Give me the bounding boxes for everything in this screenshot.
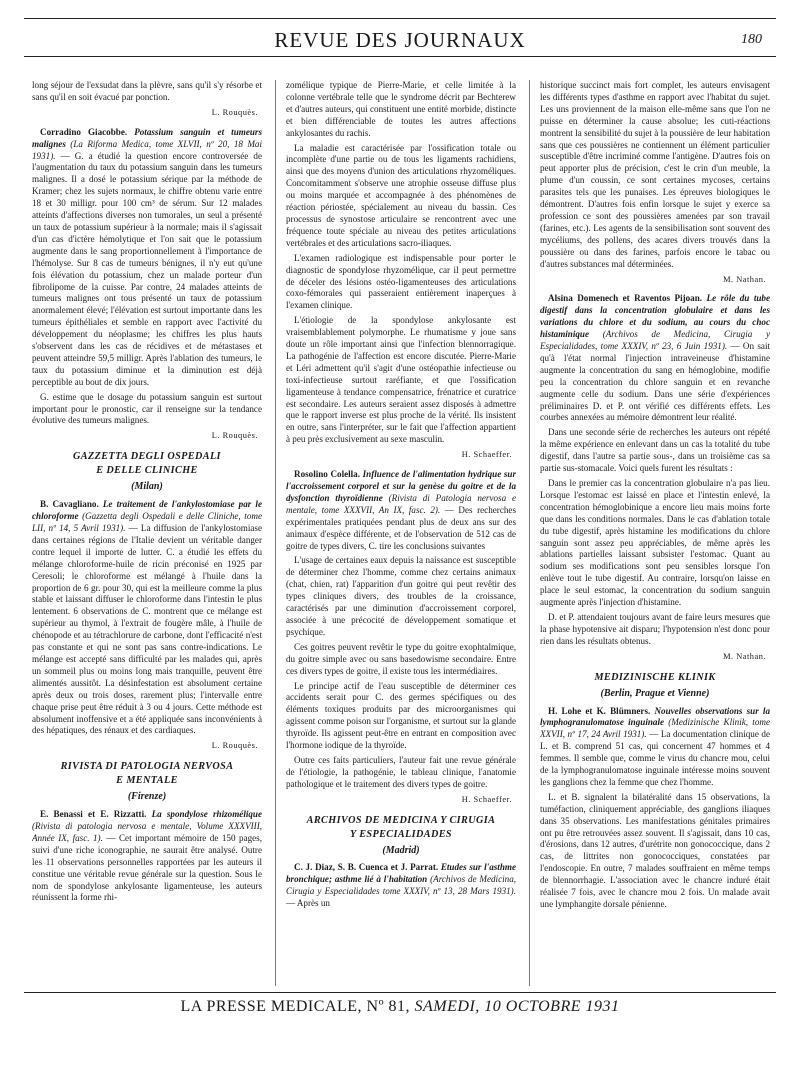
signature: M. Nathan.: [723, 274, 766, 284]
article-author: C. J. Diaz, S. B. Cuenca et J. Parrat.: [294, 862, 439, 873]
article-source: (Archivos de Medicina, Cirugia y Especialidades, tome XXXIV, nº 23, 6 Juin 1931).: [540, 329, 770, 352]
column-3: [540, 80, 770, 980]
column-divider-2: [529, 80, 530, 986]
signature: H. Schaeffer.: [461, 794, 512, 804]
article-author: H. Lohe et K. Blümners.: [548, 705, 651, 716]
signature: H. Schaeffer.: [461, 450, 512, 460]
article-paragraph: G. estime que le dosage du potassium sanguin est surtout important pour le pronostic, car il renseigne sur la tendance évolutive des tumeurs malignes.: [32, 391, 262, 426]
column-divider-1: [275, 80, 276, 986]
footer-rule: [24, 992, 776, 993]
article-alsina: [540, 293, 770, 424]
footer-journal: LA PRESSE MEDICALE, Nº 81,: [180, 998, 411, 1015]
article-body: — Après un: [286, 898, 330, 909]
article-paragraph: L. et B. signalent la bilatéralité dans 15 observations, la tuméfaction, cliniquement appréciable, des ganglions iliaques dans 35 observations. Les manifestations génitales primaires ont pu être retrouvées assez souvent. Il s'agissait, dans 10 cas, d'érosions, dans 12 autres, d'urétrite non gonococcique, dans 2 cas, de littrites non gonococciques, constatées par l'endoscopie. En outre, 7 malades souffraient en même temps de blennorrhagie. L'association avec le chancre induré était réalisée 7 fois, avec le chancre mou 2 fois. Un malade avait une lymphangite dorsale pénienne.: [540, 791, 770, 909]
section-city: (Milan): [131, 481, 163, 493]
article-author: E. Benassi et E. Rizzatti.: [40, 809, 147, 820]
footer-date: SAMEDI, 10 OCTOBRE 1931: [414, 998, 620, 1015]
article-paragraph: L'étiologie de la spondylose ankylosante est vraisemblablement polymorphe. Le rhumatisme y joue sans doute un rôle important ainsi que l'infection blennorragique. La pathogénie de l'affection est encore discutée. Pierre-Marie et Léri admettent qu'il s'agit d'une ostéopathie infectieuse ou toxi-infectieuse surtout raréfiante, et que l'ossification ligamenteuse à tendance compensatrice, frénatrice et curatrice est secondaire. Les auteurs seraient assez disposés à admettre que le rapport inverse est plus proche de la vérité. Ils insistent en outre, sans l'interpréter, sur le fait que l'affection appartient à peu près exclusivement au sexe masculin.: [286, 315, 516, 445]
signature: M. Nathan.: [723, 651, 766, 661]
article-body: — Cet important mémoire de 150 pages, suivi d'une riche iconographie, ne saurait être analysé. Outre les 11 observations personnelles rapportées par les auteurs il constitue une véritable revue générale sur la question. Sous le nom de spondylose ankylosante ligamenteuse, les auteurs réunissent la forme rhi-: [32, 832, 262, 903]
section-title-archivos: ARCHIVOS DE MEDICINA Y CIRUGIA Y ESPECIALIDADES: [306, 814, 496, 840]
article-source: (Archivos de Medicina, Cirugia y Especialidades tome XXXIV, nº 13, 28 Mars 1931).: [286, 874, 516, 897]
article-paragraph: historique succinct mais fort complet, les auteurs envisagent les différents types d'asthme en rapport avec l'habitat du sujet. Les uns proviennent de la maison elle-même sans que l'on ne puisse en déterminer la cause absolue; les cuti-réactions montrent la sensibilité du sujet à la poussière de leur habitation sans que ces poussières ne contiennent un élément particulier susceptible d'être incriminé comme l'antigène. D'autres fois on peut apporter plus de précision, c'est le crin d'un meuble, la plume d'un coussin, ce sont certaines mycoses, certains parasites tels que les punaises. Les épreuves biologiques le démontrent. D'autres fois enfin lorsque le sujet y exerce sa profession ce sont des poussières amenées par son travail (farines, etc.). Les agents de la sensibilisation sont souvent des mycéliums, des pollens, des acares divers trouvés dans la poussière ou dans des farines, parfois encore le tabac ou d'autres substances mal déterminées.: [540, 80, 770, 269]
article-diaz: [286, 862, 516, 910]
page-number: 180: [741, 32, 762, 47]
article-author: Corradino Giacobbe.: [40, 126, 128, 137]
article-paragraph: L'usage de certaines eaux depuis la naissance est susceptible de déterminer chez l'homme, comme chez certains animaux (chat, chien, rat) l'apparition d'un goitre qui peut revêtir des types cliniques divers, des troubles de la croissance, caractérisés par une diminution d'accroissement corporel, associée à une précocité de développement somatique et psychique.: [286, 555, 516, 637]
signature: L. Rouquès.: [211, 107, 258, 117]
article-title: Le rôle du tube digestif dans la concentration globulaire et dans les variations du chlore et du sodium, au cours du choc histaminique: [540, 293, 770, 340]
article-body: — La diffusion de l'ankylostomiase dans certaines régions de l'Italie devient un véritable danger contre lequel il importe de lutter. C. a étudié les effets du mélange chloroforme-huile de ricin préconisé en 1925 par Ceresoli; le chloroforme est mélangé à l'huile dans la proportion de 6 gr. pour 30, qui est la meilleure comme la plus stable et laissant diffuser le chloroforme dans l'intestin le plus lentement. 6 observations de C. montrent que ce mélange est supérieur au thymol, à l'extrait de fougère mâle, à l'huile de chénopode et au tétrachlorure de carbone, dont l'efficacité n'est pas constante et qui ne sont pas sans contre-indications. Le mélange est accepté sans difficulté par les malades qui, après un sommeil plus ou moins long mais tranquille, peuvent être alimentés aussitôt. La désinfestation est absolument certaine après deux ou trois doses, rarement plus; l'intervalle entre chaque prise peut être réduit à 3 ou 4 jours. Cette méthode est absolument inoffensive et a été appliquée sans inconvénients à des hépatiques, des rénaux et des cardiaques.: [32, 523, 262, 736]
header-top-rule: [24, 18, 776, 19]
article-paragraph: Dans le premier cas la concentration globulaire n'a pas lieu. Lorsque l'estomac est laissé en place et l'intestin enlevé, la concentration hémoglobinique a encore lieu mais moins forte que dans les conditions normales. Dans le cas d'ablation totale du tube digestif, après histamine les modifications du chlore sanguin sont assez peu appréciables, de même après les ablations partielles laissant subsister l'estomac. Quant au sodium ses modifications sont peu sensibles lorsque l'on enlève tout le tube digestif. Au contraire, lorsqu'on laisse en place le seul estomac, la concentration du sodium sanguin augmente après l'injection d'histamine.: [540, 478, 770, 608]
article-benassi: [32, 809, 262, 904]
article-source: (Rivista di Patologia nervosa e mentale, tome XXXVII, An IX, fasc. 2).: [286, 492, 516, 515]
page-title: REVUE DES JOURNAUX: [274, 28, 526, 52]
article-cavagliano: [32, 499, 262, 737]
signature: L. Rouquès.: [211, 431, 258, 441]
article-body: — G. a étudié la question encore controversée de l'augmentation du taux du potassium sanguin dans les tumeurs malignes. Il a dosé le potassium sérique par la méthode de Kramer; chez les sujets normaux, le chiffre obtenu varie entre 18 et 30 milligr. pour 100 cm³ de sérum. Sur 12 malades atteints d'affections diverses non tumorales, un seul a présenté un taux de potassium supérieur à la normale; mais il s'agissait d'un cas d'ictère hémolytique et l'on sait que le potassium augmente dans le sang proportionnellement à l'importance de l'hémolyse. Sur 8 cas de tumeurs bénignes, il n'y eut qu'une fois élévation du potassium, chez un malade porteur d'un fibrolipome de la cuisse. Par contre, 24 malades atteints de tumeurs malignes ont tous présenté un taux de potassium anormalement élevé; l'élévation est surtout importante dans les tumeurs épithéliales et semble en rapport avec l'activité du développement du néoplasme; les chiffres les plus hauts s'observent dans les cas de récidives et de métastases et peuvent atteindre 59,5 milligr. Après l'ablation des tumeurs, le taux du potassium diminue et la diminution est déjà perceptible au bout de dix jours.: [32, 150, 262, 387]
article-body: — La documentation clinique de L. et B. comprend 51 cas, qui concernent 47 hommes et 4 femmes. Il semble que, comme le virus du chancre mou, celui de la lymphogranulomatose inguinale intéresse moins souvent les ganglions chez la femme que chez l'homme.: [540, 729, 770, 787]
section-city: (Madrid): [382, 844, 420, 856]
section-city: (Firenze): [127, 791, 167, 803]
header-bottom-rule: [24, 56, 776, 57]
article-paragraph: La maladie est caractérisée par l'ossification totale ou incomplète d'une partie ou de tous les ligaments rachidiens, ainsi que des moyens d'union des articulations rhyzoméliques. Concomitamment s'observe une atrophie osseuse diffuse plus ou moins marquée et accompagnée à des phénomènes de réaction périostée, spécialement au niveau du bassin. Ces processus de synostose articulaire se rencontrent avec une fréquence toute spéciale au niveau des petites articulations vertébrales et des articulations sacro-iliaques.: [286, 142, 516, 248]
article-source: (La Riforma Medica, tome XLVII, nº 20, 18 Mai 1931).: [32, 138, 262, 161]
article-body: — On sait qu'à l'état normal l'injection intraveineuse d'histamine augmente la concentration du sang en hémoglobine, modifie peu la concentration du chlore sanguin et en revanche augmente celle du sodium. Dans une série d'expériences préliminaires D. et P. ont vérifié ces différents effets. Les courbes annexées au mémoire démontrent leur réalité.: [540, 341, 770, 423]
article-author: B. Cavagliano.: [40, 499, 99, 510]
section-city: (Berlin, Prague et Vienne): [600, 687, 710, 699]
article-author: Rosolino Colella.: [294, 469, 361, 480]
page-footer: [0, 998, 800, 1016]
article-colella: [286, 469, 516, 552]
article-paragraph: zomélique typique de Pierre-Marie, et celle limitée à la colonne vertébrale telle que le syndrome décrit par Bechterew et d'autres auteurs, qui constituent une entité morbide, distincte et bien différenciable de toutes les autres affections ankylosantes du rachis.: [286, 80, 516, 138]
intro-paragraph: long séjour de l'exsudat dans la plèvre, sans qu'il s'y résorbe et sans qu'il en soit évacué par ponction.: [32, 80, 262, 102]
article-paragraph: Ces goitres peuvent revêtir le type du goitre exophtalmique, du goitre simple avec ou sans basedowisme secondaire. Entre ces divers types de goitre, il existe tous les intermédiaires.: [286, 641, 516, 676]
article-source: (Medizinische Klinik, tome XXVII, nº 17, 24 Avril 1931).: [540, 717, 770, 740]
column-1: [32, 80, 262, 980]
article-body: — Des recherches expérimentales pratiquées pendant plus de deux ans sur des animaux d'espèce différente, et de l'observation de 512 cas de goitre de types divers, C. tire les conclusions suivantes: [286, 504, 516, 551]
article-paragraph: Dans une seconde série de recherches les auteurs ont répété la même expérience en enlevant dans un cas la totalité du tube digestif, dans l'autre sa partie sous-, dans un troisième cas sa partie sus-stomacale. Voici quels furent les résultats :: [540, 427, 770, 474]
section-title-gazzetta: GAZZETTA DEGLI OSPEDALI E DELLE CLINICHE: [73, 451, 221, 477]
article-paragraph: Le principe actif de l'eau susceptible de déterminer ces accidents serait pour C. des germes spécifiques ou des éléments toxiques produits par des microorganismes qui agissent comme poison sur l'organisme, et surtout sur la glande thyroïde. Ils agissent peut-être en entrant en composition avec l'hormone iodique de la thyroïde.: [286, 680, 516, 751]
article-author: Alsina Domenech et Raventos Pijoan.: [548, 293, 703, 304]
article-title: Nouvelles observations sur la lymphogranulomatose inguinale: [540, 705, 770, 728]
article-source: (Rivista di patologia nervosa e mentale, Volume XXXVIII, Année IX, fasc. 1).: [32, 821, 262, 843]
article-title: Potassium sanguin et tumeurs malignes: [32, 126, 262, 149]
article-title: Le traitement de l'ankylostomiase par le chloroforme: [32, 499, 262, 522]
article-lohe: [540, 706, 770, 789]
article-paragraph: Outre ces faits particuliers, l'auteur fait une revue générale de l'étiologie, la pathogénie, le tableau clinique, l'anatomie pathologique et le traitement des divers types de goitre.: [286, 754, 516, 789]
signature: L. Rouquès.: [211, 741, 258, 751]
article-paragraph: D. et P. attendaient toujours avant de faire leurs mesures que la phase hypotensive ait disparu; l'hypotension n'est donc pour rien dans les résultats obtenus.: [540, 611, 770, 646]
article-title: Influence de l'alimentation hydrique sur l'accroissement corporel et sur la genèse du goitre et de la dysfonction thyroïdienne: [286, 469, 516, 503]
article-title: Etudes sur l'asthme bronchique; asthme lié à l'habitation: [286, 862, 516, 885]
article-source: (Gazzetta degli Ospedali e delle Cliniche, tome LII, nº 14, 5 Avril 1931).: [32, 511, 262, 533]
section-title-rivista: RIVISTA DI PATOLOGIA NERVOSA E MENTALE: [60, 761, 234, 787]
column-2: [286, 80, 516, 980]
section-title-medizinische: MEDIZINISCHE KLINIK: [594, 671, 716, 683]
article-giacobbe: [32, 127, 262, 389]
article-title: La spondylose rhizomélique: [151, 809, 262, 820]
article-paragraph: L'examen radiologique est indispensable pour porter le diagnostic de spondylose rhyzomélique, car il peut permettre de déceler des lésions ostéo-ligamenteuses des articulations coxo-fémorales qui passeraient entièrement inaperçues à l'examen clinique.: [286, 252, 516, 311]
